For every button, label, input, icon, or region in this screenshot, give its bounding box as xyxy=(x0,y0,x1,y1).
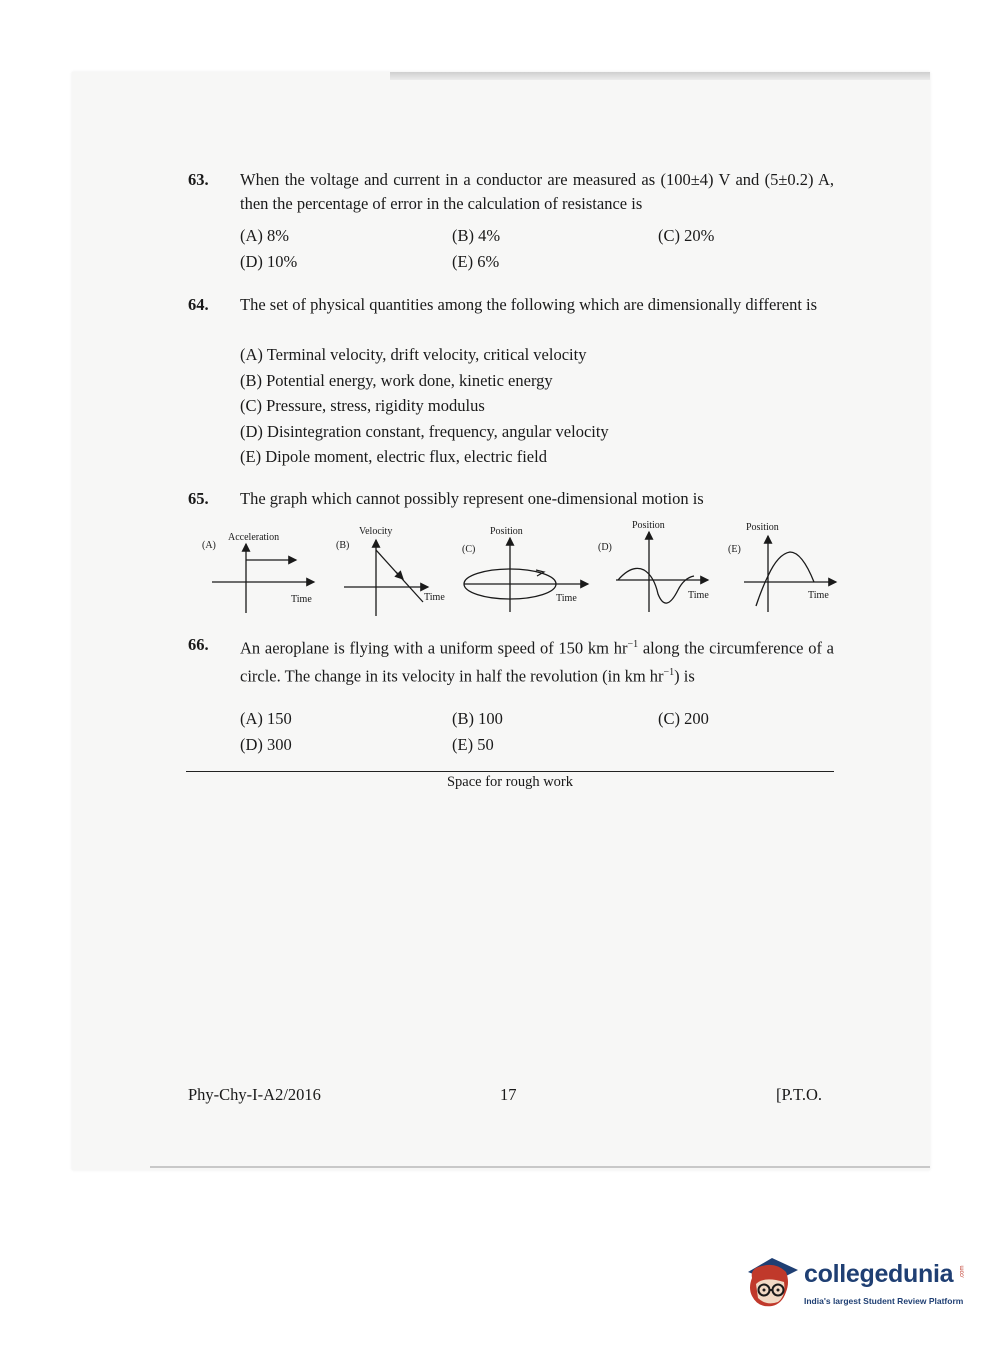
question-number: 66. xyxy=(188,635,209,654)
graph-label: (C) xyxy=(462,544,476,555)
logo-wordmark: collegedunia xyxy=(804,1260,954,1288)
graph-label: (E) xyxy=(728,544,741,555)
logo-mascot-icon xyxy=(742,1250,802,1320)
option-d: (D) Disintegration constant, frequency, angular velocity xyxy=(240,422,609,441)
paper-code: Phy-Chy-I-A2/2016 xyxy=(188,1085,321,1104)
graph-label: (B) xyxy=(336,540,350,551)
graph-d xyxy=(598,520,709,612)
scan-edge-right xyxy=(390,72,930,80)
option-b: (B) Potential energy, work done, kinetic energy xyxy=(240,371,553,390)
page-number: 17 xyxy=(500,1085,517,1104)
option-e: (E) Dipole moment, electric flux, electric field xyxy=(240,447,547,466)
question-number: 63. xyxy=(188,170,209,189)
option-e: (E) 6% xyxy=(452,252,500,271)
graph-c xyxy=(462,526,588,612)
logo-com: .com xyxy=(959,1265,966,1279)
option-e: (E) 50 xyxy=(452,735,494,754)
question-number: 65. xyxy=(188,489,209,508)
superscript: −1 xyxy=(663,666,675,678)
question-text-part: An aeroplane is flying with a uniform speed of 150 km hr xyxy=(240,638,628,658)
graph-x-axis-label: Time xyxy=(808,590,829,601)
graph-label: (D) xyxy=(598,542,612,553)
option-b: (B) 4% xyxy=(452,226,501,245)
rough-work-divider xyxy=(186,771,834,772)
option-c: (C) 20% xyxy=(658,226,715,245)
option-a: (A) 150 xyxy=(240,709,292,728)
scan-edge-bottom xyxy=(150,1166,930,1168)
exam-page xyxy=(72,72,930,1170)
collegedunia-logo xyxy=(742,1250,972,1320)
graph-y-axis-label: Position xyxy=(490,526,523,537)
option-c: (C) Pressure, stress, rigidity modulus xyxy=(240,396,485,415)
question-text: The set of physical quantities among the following which are dimensionally different is xyxy=(240,295,818,314)
graph-x-axis-label: Time xyxy=(291,594,312,605)
graph-e xyxy=(728,522,836,612)
graph-x-axis-label: Time xyxy=(688,590,709,601)
option-c: (C) 200 xyxy=(658,709,709,728)
graph-label: (A) xyxy=(202,540,216,551)
graph-x-axis-label: Time xyxy=(424,592,445,603)
option-b: (B) 100 xyxy=(452,709,503,728)
option-d: (D) 300 xyxy=(240,735,292,754)
graph-y-axis-label: Acceleration xyxy=(228,532,280,543)
question-number: 64. xyxy=(188,295,209,314)
graph-y-axis-label: Position xyxy=(746,522,779,533)
option-a: (A) Terminal velocity, drift velocity, critical velocity xyxy=(240,345,587,364)
logo-tagline: India's largest Student Review Platform xyxy=(804,1296,964,1306)
graph-y-axis-label: Position xyxy=(632,520,665,531)
graph-a xyxy=(202,532,314,613)
question-text-part: ) is xyxy=(674,666,695,685)
motion-graphs xyxy=(196,518,846,618)
pto-marker: [P.T.O. xyxy=(776,1085,822,1104)
graph-curve xyxy=(618,568,694,603)
graph-y-axis-label: Velocity xyxy=(359,526,393,537)
rough-work-label: Space for rough work xyxy=(446,774,574,790)
graph-curve xyxy=(756,552,814,606)
question-text xyxy=(240,633,834,688)
question-text: When the voltage and current in a conductor are measured as (100±4) V and (5±0.2) A, then the percentage of error in the calculation of resistance is xyxy=(240,170,834,213)
option-a: (A) 8% xyxy=(240,226,290,245)
curve-direction-arrow xyxy=(396,572,403,579)
graph-b xyxy=(336,526,445,616)
superscript: −1 xyxy=(627,639,639,650)
question-text: The graph which cannot possibly represent one-dimensional motion is xyxy=(240,489,704,508)
question-text-part: along the circumference of a circle. The change in its velocity in half the revolution (in km hr xyxy=(240,638,834,685)
graph-x-axis-label: Time xyxy=(556,593,577,604)
option-d: (D) 10% xyxy=(240,252,298,271)
